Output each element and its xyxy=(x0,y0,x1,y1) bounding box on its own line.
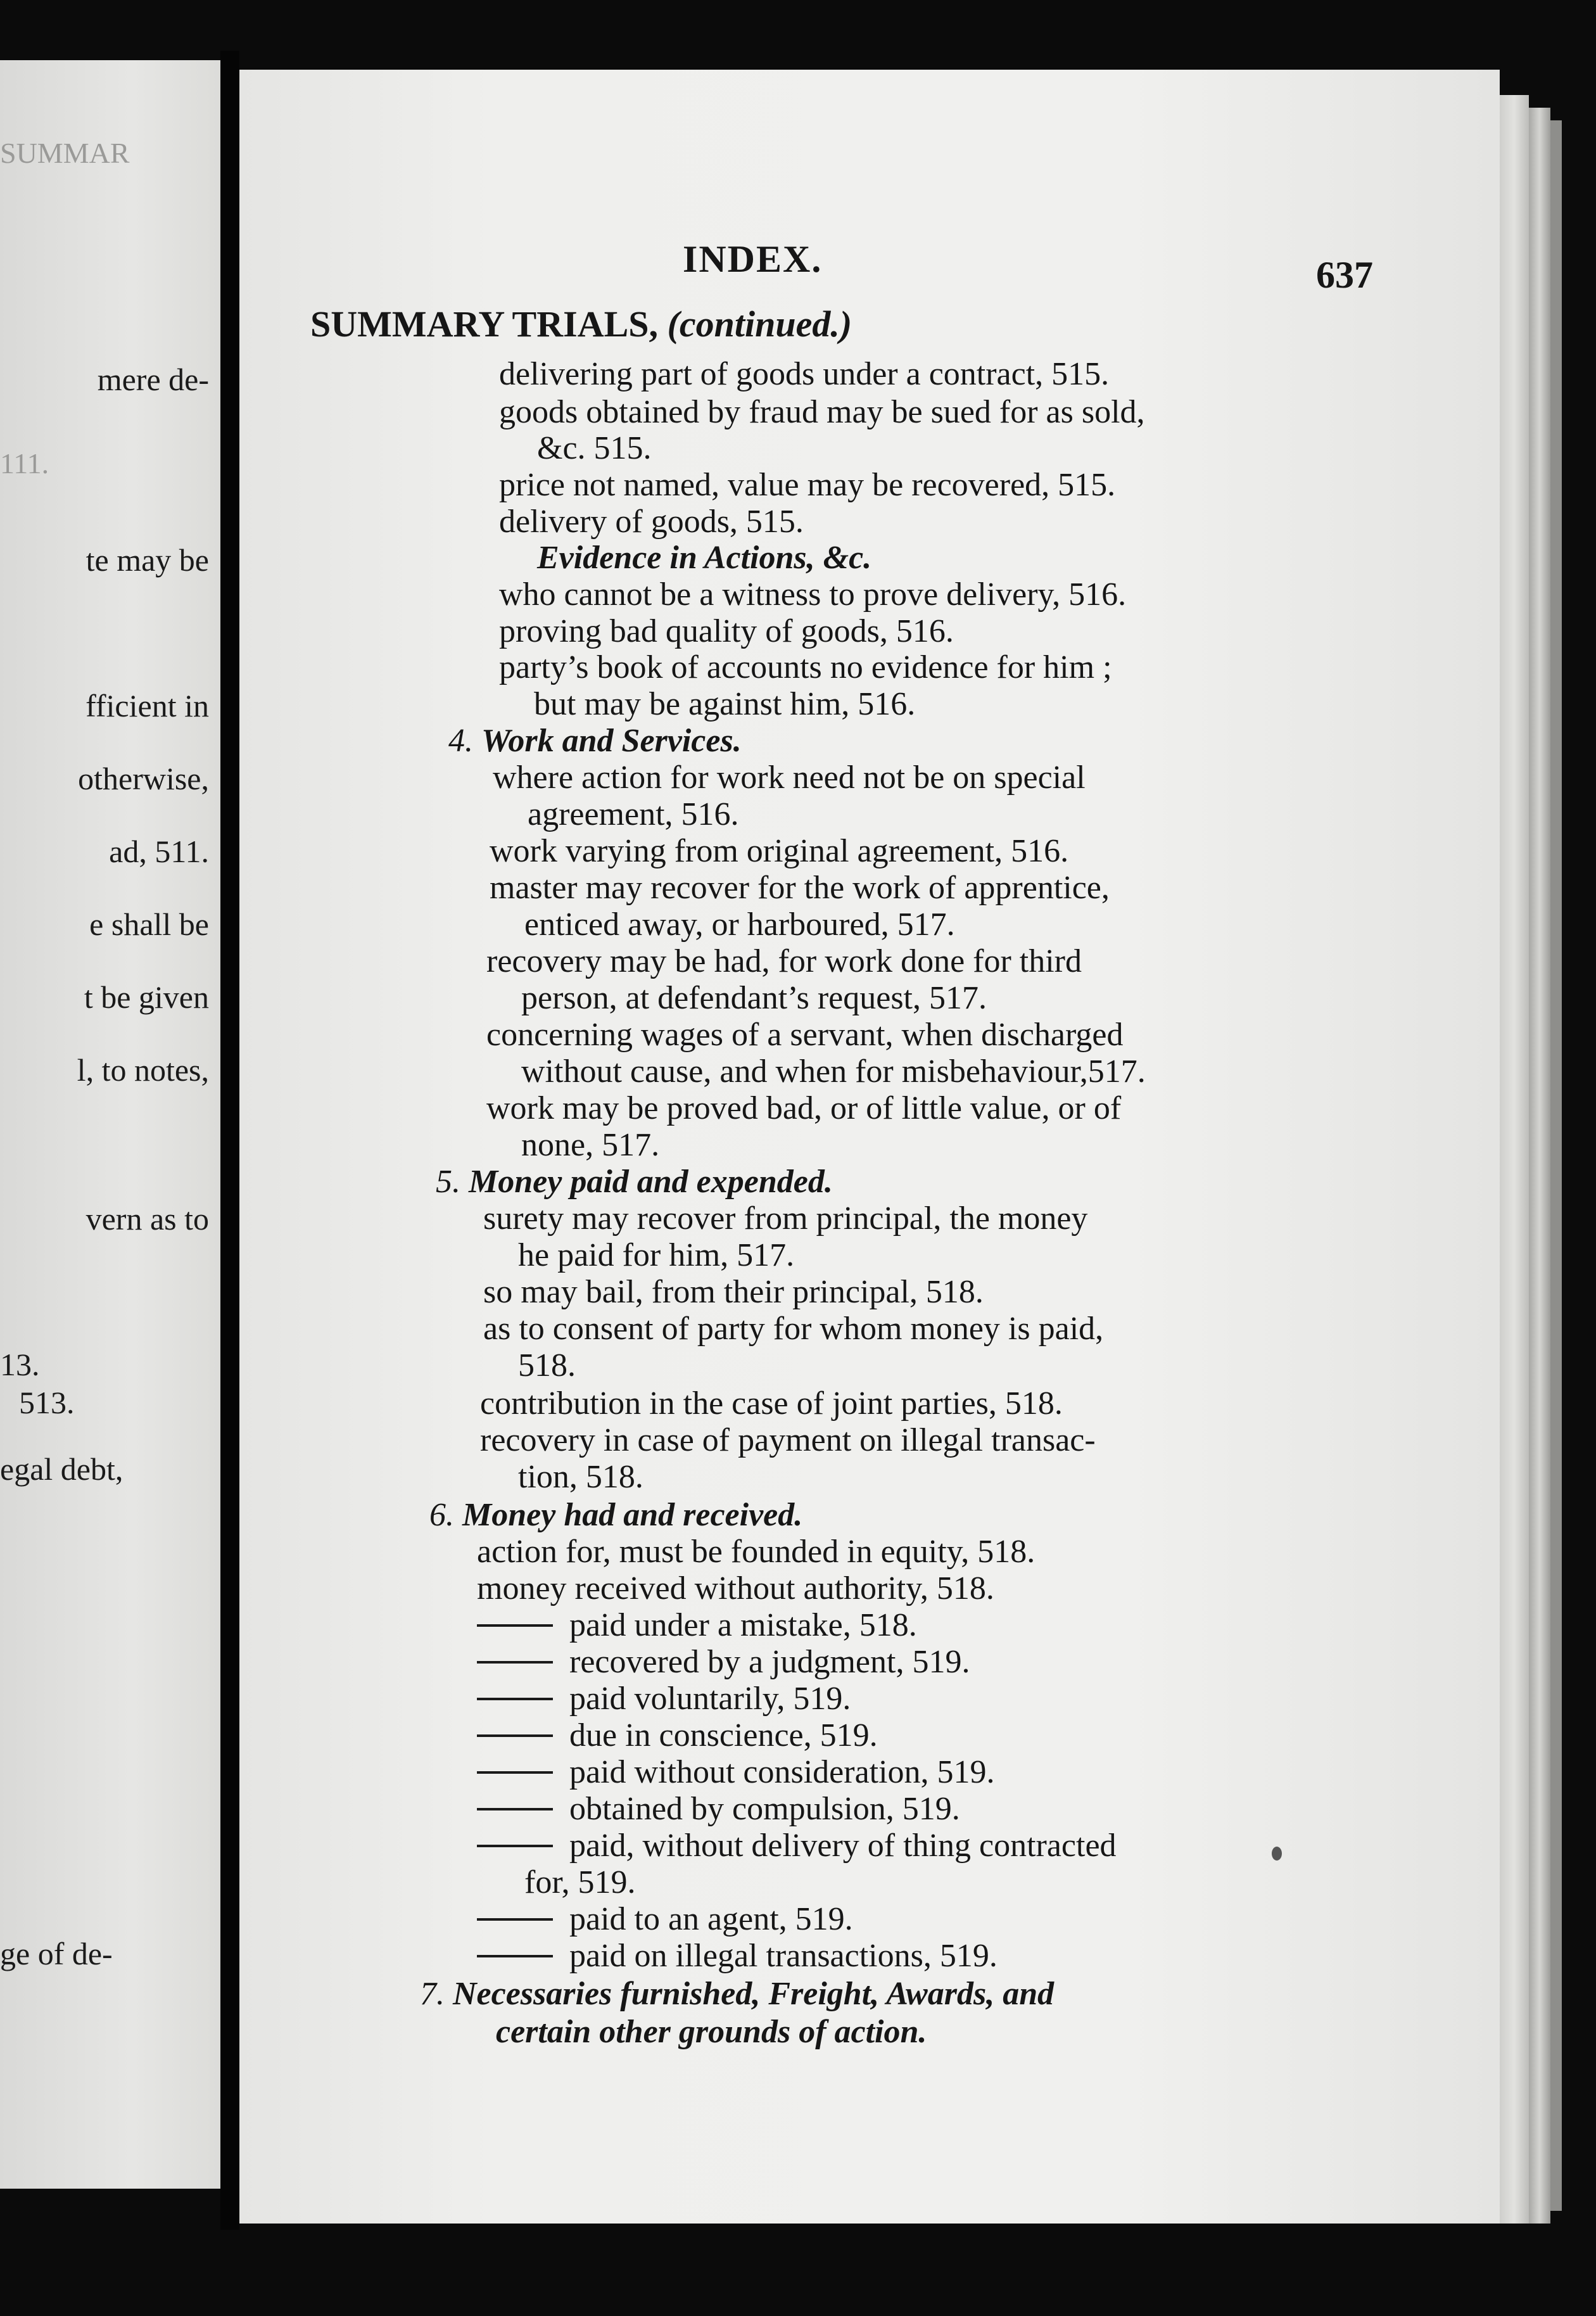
index-line-text: goods obtained by fraud may be sued for as sold, xyxy=(499,394,1145,430)
index-line xyxy=(477,1940,998,1973)
index-line-text: person, at defendant’s request, 517. xyxy=(521,980,987,1016)
index-line xyxy=(521,1055,1146,1088)
running-head: INDEX. xyxy=(683,238,823,280)
index-line-text: paid under a mistake, 518. xyxy=(569,1607,917,1643)
facing-page xyxy=(0,60,220,2189)
facing-page-fragment: ge of de- xyxy=(0,1936,113,1971)
ditto-dash xyxy=(477,1734,553,1737)
index-line xyxy=(518,1349,576,1382)
index-line-text: delivery of goods, 515. xyxy=(499,504,804,540)
index-line xyxy=(524,1866,636,1899)
index-line xyxy=(477,1536,1035,1568)
index-line-text: tion, 518. xyxy=(518,1459,643,1495)
facing-page-fragment: 13. xyxy=(0,1347,40,1382)
index-line-text: paid voluntarily, 519. xyxy=(569,1681,851,1717)
index-line-text: none, 517. xyxy=(521,1127,660,1163)
facing-page-fragment: t be given xyxy=(84,979,209,1015)
ditto-dash xyxy=(477,1771,553,1774)
index-line xyxy=(477,1719,878,1752)
index-line-text: party’s book of accounts no evidence for him ; xyxy=(499,649,1112,685)
index-line xyxy=(499,396,1145,429)
page-edge xyxy=(1529,108,1550,2224)
index-line xyxy=(499,651,1112,684)
section-heading xyxy=(420,1978,1054,2011)
index-line xyxy=(483,1276,984,1309)
index-line-text: who cannot be a witness to prove delivery, 516. xyxy=(499,576,1127,613)
index-line xyxy=(477,1793,960,1826)
ditto-dash xyxy=(477,1845,553,1847)
ditto-dash xyxy=(477,1955,553,1957)
index-line-text: paid to an agent, 519. xyxy=(569,1901,853,1937)
index-line xyxy=(477,1903,853,1936)
index-line xyxy=(480,1387,1063,1420)
index-line xyxy=(499,578,1126,611)
index-line-text: certain other grounds of action. xyxy=(496,2014,927,2050)
index-line xyxy=(537,432,652,465)
index-line-text: but may be against him, 516. xyxy=(534,686,916,722)
index-line xyxy=(521,982,987,1015)
index-line xyxy=(486,945,1082,978)
section-heading xyxy=(448,725,742,758)
index-line xyxy=(518,1461,643,1494)
facing-page-fragment: te may be xyxy=(86,542,209,578)
index-line xyxy=(518,1239,794,1272)
faint-text: 111. xyxy=(0,447,49,480)
index-line-text: action for, must be founded in equity, 518. xyxy=(477,1534,1036,1570)
facing-page-fragment: e shall be xyxy=(89,907,209,942)
facing-page-fragment: 513. xyxy=(19,1385,75,1420)
section-heading xyxy=(496,2016,927,2049)
index-line-text: surety may recover from principal, the money xyxy=(483,1200,1088,1237)
index-line xyxy=(524,908,955,941)
facing-page-fragment: vern as to xyxy=(86,1201,209,1237)
section-heading xyxy=(429,1499,802,1532)
index-line-text: Work and Services. xyxy=(481,723,742,759)
index-line xyxy=(480,1424,1096,1457)
index-line-text: delivering part of goods under a contract, 515. xyxy=(499,356,1110,392)
index-line xyxy=(477,1829,1117,1862)
index-line-text: paid, without delivery of thing contracted xyxy=(569,1828,1117,1864)
entry-heading-title: SUMMARY TRIALS, xyxy=(310,303,659,345)
entry-heading-note: (continued.) xyxy=(667,303,852,345)
entry-heading xyxy=(310,303,852,345)
index-line-text: obtained by compulsion, 519. xyxy=(569,1791,960,1827)
index-line-text: so may bail, from their principal, 518. xyxy=(483,1274,984,1310)
index-line-text: enticed away, or harboured, 517. xyxy=(524,907,955,943)
index-line-text: Money had and received. xyxy=(462,1497,803,1533)
section-number: 6. xyxy=(429,1497,462,1533)
index-line-text: 518. xyxy=(518,1347,576,1384)
index-line-text: recovered by a judgment, 519. xyxy=(569,1644,970,1680)
index-line-text: agreement, 516. xyxy=(528,796,739,832)
index-line xyxy=(477,1572,994,1605)
section-number: 5. xyxy=(436,1164,469,1200)
facing-page-fragment: mere de- xyxy=(97,362,209,397)
index-line-text: work may be proved bad, or of little value, or of xyxy=(486,1090,1122,1126)
index-line-text: proving bad quality of goods, 516. xyxy=(499,613,954,649)
ditto-dash xyxy=(477,1698,553,1700)
index-line-text: Evidence in Actions, &c. xyxy=(537,540,872,576)
ditto-dash xyxy=(477,1918,553,1921)
index-line xyxy=(499,469,1115,502)
page-edge xyxy=(1500,95,1529,2224)
index-line-text: Money paid and expended. xyxy=(469,1164,833,1200)
index-line-text: for, 519. xyxy=(524,1864,636,1900)
index-line-text: due in conscience, 519. xyxy=(569,1717,878,1753)
index-line xyxy=(477,1646,970,1679)
index-line-text: paid without consideration, 519. xyxy=(569,1754,995,1790)
index-line xyxy=(477,1756,995,1789)
index-line xyxy=(499,615,954,648)
facing-page-fragment: egal debt, xyxy=(0,1451,124,1487)
facing-page-fragment: fficient in xyxy=(86,688,209,723)
index-line xyxy=(499,358,1109,391)
index-line xyxy=(534,688,915,721)
index-line xyxy=(493,761,1086,794)
faint-text: SUMMAR xyxy=(0,137,130,169)
index-line xyxy=(486,1092,1121,1125)
index-line xyxy=(490,835,1068,868)
facing-page-fragment: ad, 511. xyxy=(109,834,209,869)
index-line-text: Necessaries furnished, Freight, Awards, and xyxy=(453,1976,1054,2012)
index-line xyxy=(521,1129,659,1162)
index-line-text: &c. 515. xyxy=(537,430,652,466)
index-line xyxy=(477,1609,917,1642)
book-gutter xyxy=(220,51,239,2230)
index-line-text: concerning wages of a servant, when discharged xyxy=(486,1017,1124,1053)
index-line-text: paid on illegal transactions, 519. xyxy=(569,1938,998,1974)
index-line xyxy=(483,1313,1103,1346)
index-line-text: master may recover for the work of apprentice, xyxy=(490,870,1110,906)
index-line-text: as to consent of party for whom money is paid, xyxy=(483,1311,1104,1347)
page-number: 637 xyxy=(1316,254,1373,296)
section-number: 4. xyxy=(448,723,481,759)
facing-page-fragment: otherwise, xyxy=(78,761,209,796)
section-heading xyxy=(537,542,871,575)
index-line xyxy=(483,1202,1087,1235)
index-line-text: contribution in the case of joint parties, 518. xyxy=(480,1385,1063,1422)
index-line xyxy=(486,1019,1123,1052)
index-line-text: work varying from original agreement, 516. xyxy=(490,833,1069,869)
ditto-dash xyxy=(477,1624,553,1627)
index-line-text: money received without authority, 518. xyxy=(477,1570,994,1607)
index-line-text: he paid for him, 517. xyxy=(518,1237,795,1273)
paper-speck xyxy=(1272,1847,1282,1861)
index-line xyxy=(528,798,739,831)
index-line-text: where action for work need not be on special xyxy=(493,760,1086,796)
facing-page-fragment: l, to notes, xyxy=(77,1052,209,1088)
page-edge xyxy=(1550,120,1562,2211)
index-line xyxy=(499,506,804,538)
index-line-text: recovery in case of payment on illegal transac- xyxy=(480,1422,1096,1458)
index-line xyxy=(490,872,1110,905)
index-line-text: recovery may be had, for work done for third xyxy=(486,943,1082,979)
section-heading xyxy=(436,1166,833,1199)
ditto-dash xyxy=(477,1661,553,1664)
index-line-text: without cause, and when for misbehaviour,517. xyxy=(521,1053,1146,1090)
index-line xyxy=(477,1683,851,1715)
ditto-dash xyxy=(477,1808,553,1810)
index-line-text: price not named, value may be recovered, 515. xyxy=(499,467,1116,503)
section-number: 7. xyxy=(420,1976,453,2012)
index-page xyxy=(239,70,1500,2224)
